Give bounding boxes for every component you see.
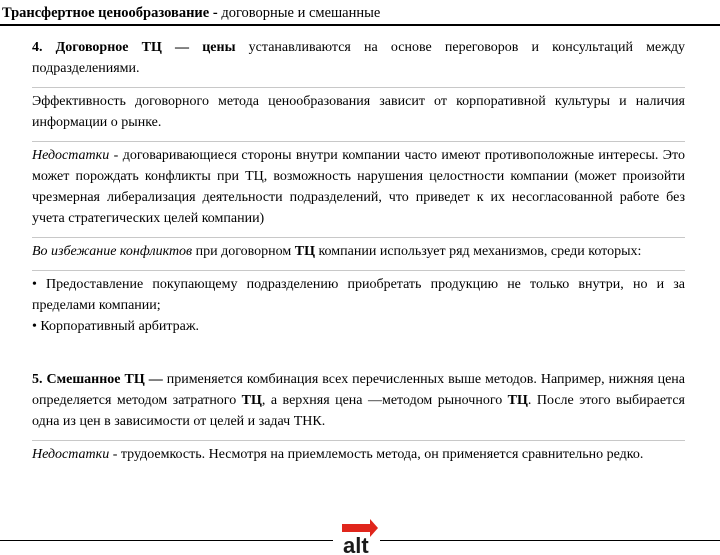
divider — [32, 440, 685, 441]
divider — [32, 141, 685, 142]
section4-heading-text: устанавливаются на основе переговоров и консультаций между подразделениями. — [32, 40, 685, 76]
divider — [32, 87, 685, 88]
section5-drawbacks — [32, 444, 685, 465]
drawbacks-text: - договаривающиеся стороны внутри компании часто имеют противоположные интересы. Это может порождать конфликты при ТЦ, возможность нарушения целостности компании (может произойти чрезмерная либерализация деятельности подразделений, что приведет к их несогласованной работе без учета стратегических целей компании) — [32, 148, 685, 226]
divider — [32, 237, 685, 238]
drawbacks-label: Недостатки — [32, 447, 110, 462]
section5-tc-2: ТЦ — [507, 393, 528, 408]
footer-rule-right — [380, 540, 720, 541]
section5-text-a: применяется комбинация всех перечисленных выше методов. Например, нижняя цена определяется методом затратного — [32, 372, 685, 408]
slide-title-main: Трансфертное ценообразование - — [2, 5, 222, 21]
alt-logo — [340, 516, 380, 555]
avoidance-label: Во избежание конфликтов — [32, 244, 193, 259]
avoidance-text-mid: при договорном — [192, 244, 295, 259]
avoidance-text-rest: компании использует ряд механизмов, среди которых: — [314, 244, 642, 259]
section5-intro — [32, 369, 685, 432]
slide-title-subtitle: договорные и смешанные — [221, 5, 381, 21]
section5-heading: 5. Смешанное ТЦ — — [32, 372, 163, 387]
section5-text-b: , а верхняя цена —методом рыночного — [261, 393, 508, 408]
drawbacks-label: Недостатки — [32, 148, 110, 163]
section5-tc-1: ТЦ — [241, 393, 262, 408]
section5-text-c: . После этого выбирается одна из цен в зависимости от целей и задач ТНК. — [32, 393, 685, 429]
drawbacks-text: - трудоемкость. Несмотря на приемлемость метода, он применяется сравнительно редко. — [109, 447, 644, 462]
section4-drawbacks — [32, 145, 685, 229]
section4-intro — [32, 37, 685, 79]
logo-text: alt — [343, 533, 369, 555]
section4-avoidance — [32, 241, 685, 262]
divider — [32, 270, 685, 271]
list-item: • Корпоративный арбитраж. — [32, 319, 200, 334]
footer-rule-left — [0, 540, 333, 541]
mechanisms-list — [32, 274, 685, 337]
slide-header — [0, 0, 720, 26]
section4-efficiency: Эффективность договорного метода ценообразования зависит от корпоративной культуры и наличия информации о рынке. — [32, 94, 685, 130]
section4-heading: 4. Договорное ТЦ — цены — [32, 40, 236, 55]
list-item: • Предоставление покупающему подразделению приобретать продукцию не только внутри, но и за пределами компании; — [32, 277, 685, 313]
slide-body — [32, 37, 685, 465]
slide-title — [2, 5, 380, 22]
avoidance-tc: ТЦ — [294, 244, 315, 259]
